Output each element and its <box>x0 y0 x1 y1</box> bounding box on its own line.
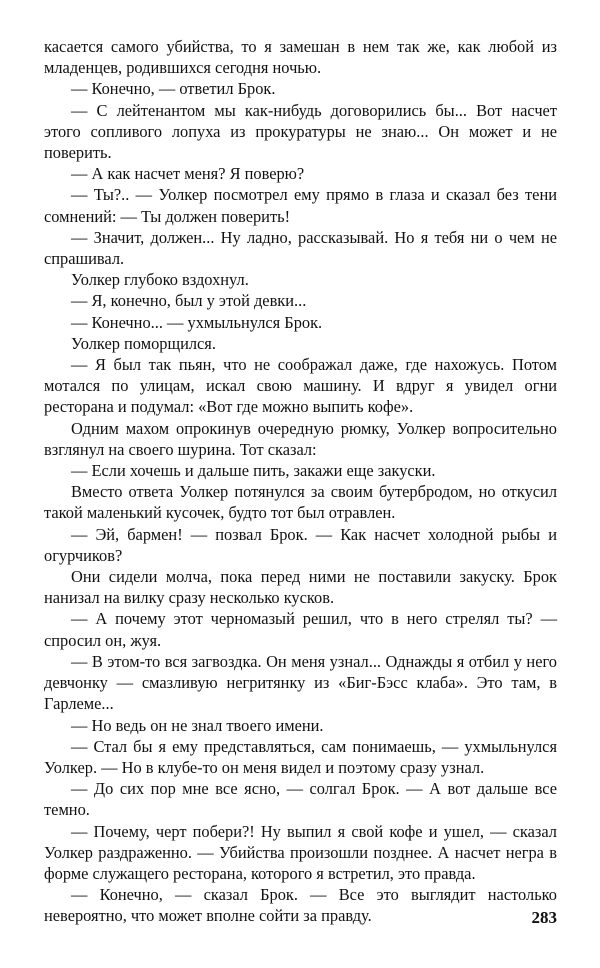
paragraph: касается самого убийства, то я замешан в нем так же, как любой из младенцев, родившихся сегодня ночью. <box>44 37 557 78</box>
paragraph: — До сих пор мне все ясно, — солгал Брок. — А вот дальше все темно. <box>44 779 557 820</box>
paragraph: Уолкер глубоко вздохнул. <box>71 270 249 290</box>
paragraph: — Стал бы я ему представляться, сам понимаешь, — ухмыльнулся Уолкер. — Но в клубе-то он меня видел и поэтому сразу узнал. <box>44 736 557 777</box>
paragraph: — Я был так пьян, что не соображал даже, где нахожусь. Потом мотался по улицам, искал свою машину. И вдруг я увидел огни ресторана и подумал: «Вот где можно выпить кофе». <box>44 355 557 417</box>
paragraph: — Почему, черт побери?! Ну выпил я свой кофе и ушел, — сказал Уолкер раздраженно. — Убийства произошли позднее. А насчет негра в форме служащего ресторана, которого я встретил, это правда. <box>44 821 557 883</box>
paragraph: — В этом-то вся загвоздка. Он меня узнал... Однажды я отбил у него девчонку — смазливую негритянку из «Биг-Бэсс клаба». Это там, в Гарлеме... <box>44 651 557 714</box>
paragraph: — Но ведь он не знал твоего имени. <box>71 715 324 735</box>
paragraph: Одним махом опрокинув очередную рюмку, Уолкер вопросительно взглянул на своего шурина. Тот сказал: <box>44 418 557 459</box>
paragraph: Они сидели молча, пока перед ними не поставили закуску. Брок нанизал на вилку сразу несколько кусков. <box>44 567 557 608</box>
paragraph: Уолкер поморщился. <box>71 333 216 353</box>
paragraph: — Конечно... — ухмыльнулся Брок. <box>71 312 323 332</box>
paragraph: — Значит, должен... Ну ладно, рассказывай. Но я тебя ни о чем не спрашивал. <box>44 227 557 269</box>
paragraph: — А почему этот черномазый решил, что в него стрелял ты? — спросил он, жуя. <box>44 609 557 650</box>
paragraph: Вместо ответа Уолкер потянулся за своим бутербродом, но откусил такой маленький кусочек, будто тот был отравлен. <box>44 482 557 523</box>
paragraph: — Я, конечно, был у этой девки... <box>71 291 307 311</box>
body-text <box>44 36 557 927</box>
paragraph: — Ты?.. — Уолкер посмотрел ему прямо в глаза и сказал без тени сомнений: — Ты должен поверить! <box>44 185 557 226</box>
paragraph: — Эй, бармен! — позвал Брок. — Как насчет холодной рыбы и огурчиков? <box>44 524 557 565</box>
paragraph: — А как насчет меня? Я поверю? <box>71 164 305 184</box>
page-number: 283 <box>531 908 557 927</box>
paragraph: — Конечно, — сказал Брок. — Все это выглядит настолько невероятно, что может вполне сойти за правду. <box>44 885 557 926</box>
paragraph: — Если хочешь и дальше пить, закажи еще закуски. <box>71 461 436 481</box>
paragraph: — С лейтенантом мы как-нибудь договорились бы... Вот насчет этого сопливого лопуха из прокуратуры не знаю... Он может и не поверить. <box>44 100 557 163</box>
paragraph: — Конечно, — ответил Брок. <box>71 79 276 99</box>
